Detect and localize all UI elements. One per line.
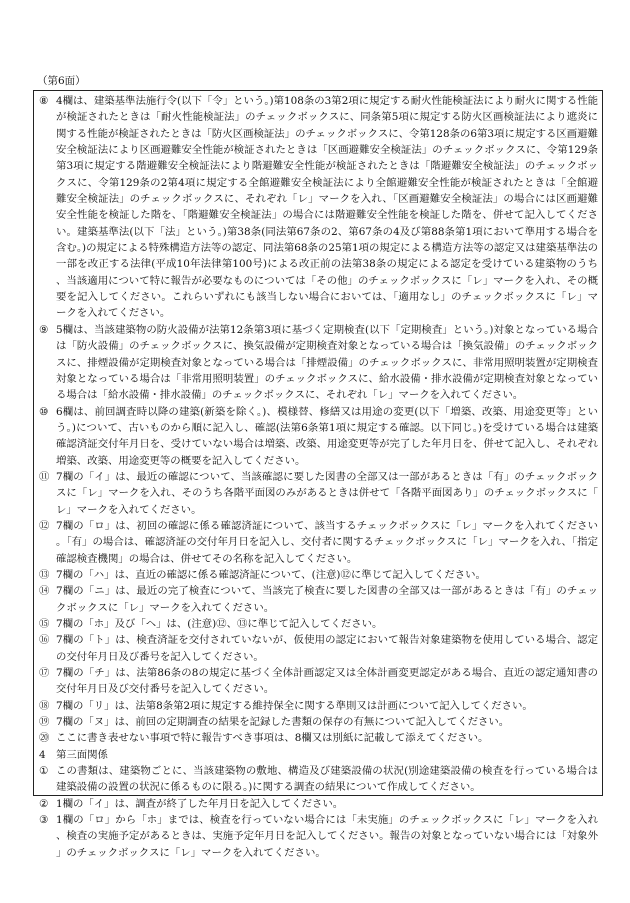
note-item-10 (39, 404, 598, 469)
note-text: 7欄の「チ」は、法第86条の8の規定に基づく全体計画認定又は全体計画変更認定がある場合、直近の認定通知書の交付年月日及び交付番号を記入してください。 (56, 667, 598, 696)
section-heading (39, 747, 598, 763)
note-text: 7欄の「ヌ」は、前回の定期調査の結果を記録した書類の保存の有無について記入してください。 (56, 716, 510, 729)
note-text: 1欄の「イ」は、調査が終了した年月日を記入してください。 (56, 797, 344, 810)
note-item-19 (39, 714, 598, 730)
note-text: 7欄の「イ」は、最近の確認について、当該確認に要した図書の全部又は一部があるときは「有」のチェックボックスに「レ」マークを入れ、そのうち各階平面図のみがあるときは併せて「各階平面図あり」のチェックボックスに「レ」マークを入れてください。 (56, 470, 598, 516)
note-number: ⑯ (39, 634, 50, 647)
note-text: 7欄の「リ」は、法第8条第2項に規定する維持保全に関する準則又は計画について記入してください。 (56, 699, 533, 712)
note-text: この書類は、建築物ごとに、当該建築物の敷地、構造及び建築設備の状況(別途建築設備の検査を行っている場合は建築設備の設置の状況に係るものに限る。)に関する調査の結果について作成してください。 (56, 765, 598, 794)
note-number: ③ (39, 814, 49, 827)
note-item-18 (39, 698, 598, 714)
note-item-8 (39, 93, 598, 322)
note-item-1 (39, 763, 598, 796)
note-item-12 (39, 518, 598, 567)
instructions-frame (33, 90, 603, 859)
note-text: 6欄は、前回調査時以降の建築(新築を除く。)、模様替、修繕又は用途の変更(以下「増築、改築、用途変更等」という。)について、古いものから順に記入し、確認(法第6条第1項に規定する確認。以下同じ。)を受けている場合は建築確認済証交付年月日を、受けていない場合は増築、改築、用途変更等が完了した年月日を、併せて記入し、それぞれ増築、改築、用途変更等の概要を記入してください。 (56, 405, 598, 467)
note-number: ⑬ (39, 568, 50, 581)
note-number: ⑳ (39, 732, 50, 745)
note-number: ⑧ (39, 95, 49, 107)
note-number: ⑭ (39, 585, 50, 598)
note-number: ② (39, 797, 49, 810)
note-item-2 (39, 796, 598, 812)
note-text: 5欄は、当該建築物の防火設備が法第12条第3項に基づく定期検査(以下「定期検査」という。)対象となっている場合は「防火設備」のチェックボックスに、換気設備が定期検査対象となっている場合は「換気設備」のチェックボックスに、排煙設備が定期検査対象となっている場合は「排煙設備」のチェックボックスに、非常用照明装置が定期検査対象となっている場合は「非常用照明装置」のチェックボックスに、給水設備・排水設備が定期検査対象となっている場合は「給水設備・排水設備」のチェックボックスに、それぞれ「レ」マークを入れてください。 (56, 323, 598, 402)
note-item-3 (39, 812, 598, 861)
note-text: 7欄の「ホ」及び「ヘ」は、(注意)⑫、⑬に準じて記入してください。 (56, 618, 383, 630)
note-number: ⑩ (39, 405, 49, 418)
note-number: ⑰ (39, 667, 50, 680)
note-number: ⑮ (39, 618, 50, 630)
page-label: （第6面） (37, 75, 86, 87)
note-number: ① (39, 765, 49, 778)
note-text: ここに書き表せない事項で特に報告すべき事項は、8欄又は別紙に記載して添えてください。 (56, 732, 489, 745)
note-item-11 (39, 469, 598, 518)
note-text: 7欄の「ロ」は、初回の確認に係る確認済証について、該当するチェックボックスに「レ」マークを入れてください。「有」の場合は、確認済証の交付年月日を記入し、交付者に関するチェックボックスに「レ」マークを入れ、「指定確認検査機関」の場合は、併せてその名称を記入してください。 (56, 519, 598, 565)
note-number: ⑲ (39, 716, 50, 729)
section-title: 第三面関係 (56, 748, 108, 761)
note-text: 7欄の「ハ」は、直近の確認に係る確認済証について、(注意)⑫に準じて記入してください。 (56, 568, 486, 581)
note-item-20 (39, 730, 598, 746)
note-item-14 (39, 583, 598, 616)
note-item-13 (39, 567, 598, 583)
note-text: 7欄の「ト」は、検査済証を交付されていないが、仮使用の認定において報告対象建築物を使用している場合、認定の交付年月日及び番号を記入してください。 (56, 634, 598, 663)
note-number: ⑪ (39, 470, 50, 483)
note-item-16 (39, 632, 598, 665)
note-text: 1欄の「ロ」から「ホ」までは、検査を行っていない場合には「未実施」のチェックボックスに「レ」マークを入れ、検査の実施予定があるときは、実施予定年月日を記入してください。報告の対象となっていない場合には「対象外」のチェックボックスに「レ」マークを入れてください。 (56, 814, 598, 859)
note-number: ⑨ (39, 323, 49, 336)
section-number: 4 (39, 748, 46, 761)
note-number: ⑱ (39, 699, 50, 712)
note-text: 4欄は、建築基準法施行令(以下「令」という。)第108条の3第2項に規定する耐火性能検証法により耐火に関する性能が検証されたときは「耐火性能検証法」のチェックボックスに、同条第5項に規定する防火区画検証法により遮炎に関する性能が検証されたときは「防火区画検証法」のチェックボックスに、令第128条の6第3項に規定する区画避難安全検証法により区画避難安全性能が検証されたときは「区画避難安全検証法」のチェックボックスに、令第129条第3項に規定する階避難安全検証法により階避難安全性能が検証されたときは「階避難安全検証法」のチェックボックスに、令第129条の2第4項に規定する全館避難安全検証法により全館避難安全性能が検証されたときは「全館避難安全検証法」のチェックボックスに、それぞれ「レ」マークを入れ、「区画避難安全検証法」の場合には区画避難安全性能を検証した階を、「階避難安全検証法」の場合には階避難安全性能を検証した階を、併せて記入してください。建築基準法(以下「法」という。)第38条(同法第67条の2、第67条の4及び第88条第1項において準用する場合を含む。)の規定による特殊構造方法等の認定、同法第68条の25第1項の規定による構造方法等の認定又は建築基準法の一部を改正する法律(平成10年法律第100号)による改正前の法第38条の規定による認定を受けている建築物のうち、当該適用について特に報告が必要なものについては「その他」のチェックボックスに「レ」マークを入れ、その概要を記入してください。これらいずれにも該当しない場合においては、「適用なし」のチェックボックスに「レ」マークを入れてください。 (56, 95, 598, 320)
note-text: 7欄の「ニ」は、最近の完了検査について、当該完了検査に要した図書の全部又は一部があるときは「有」のチェックボックスに「レ」マークを入れてください。 (56, 585, 598, 614)
note-number: ⑫ (39, 519, 50, 532)
note-item-17 (39, 665, 598, 698)
note-item-15 (39, 616, 598, 632)
note-item-9 (39, 322, 598, 404)
